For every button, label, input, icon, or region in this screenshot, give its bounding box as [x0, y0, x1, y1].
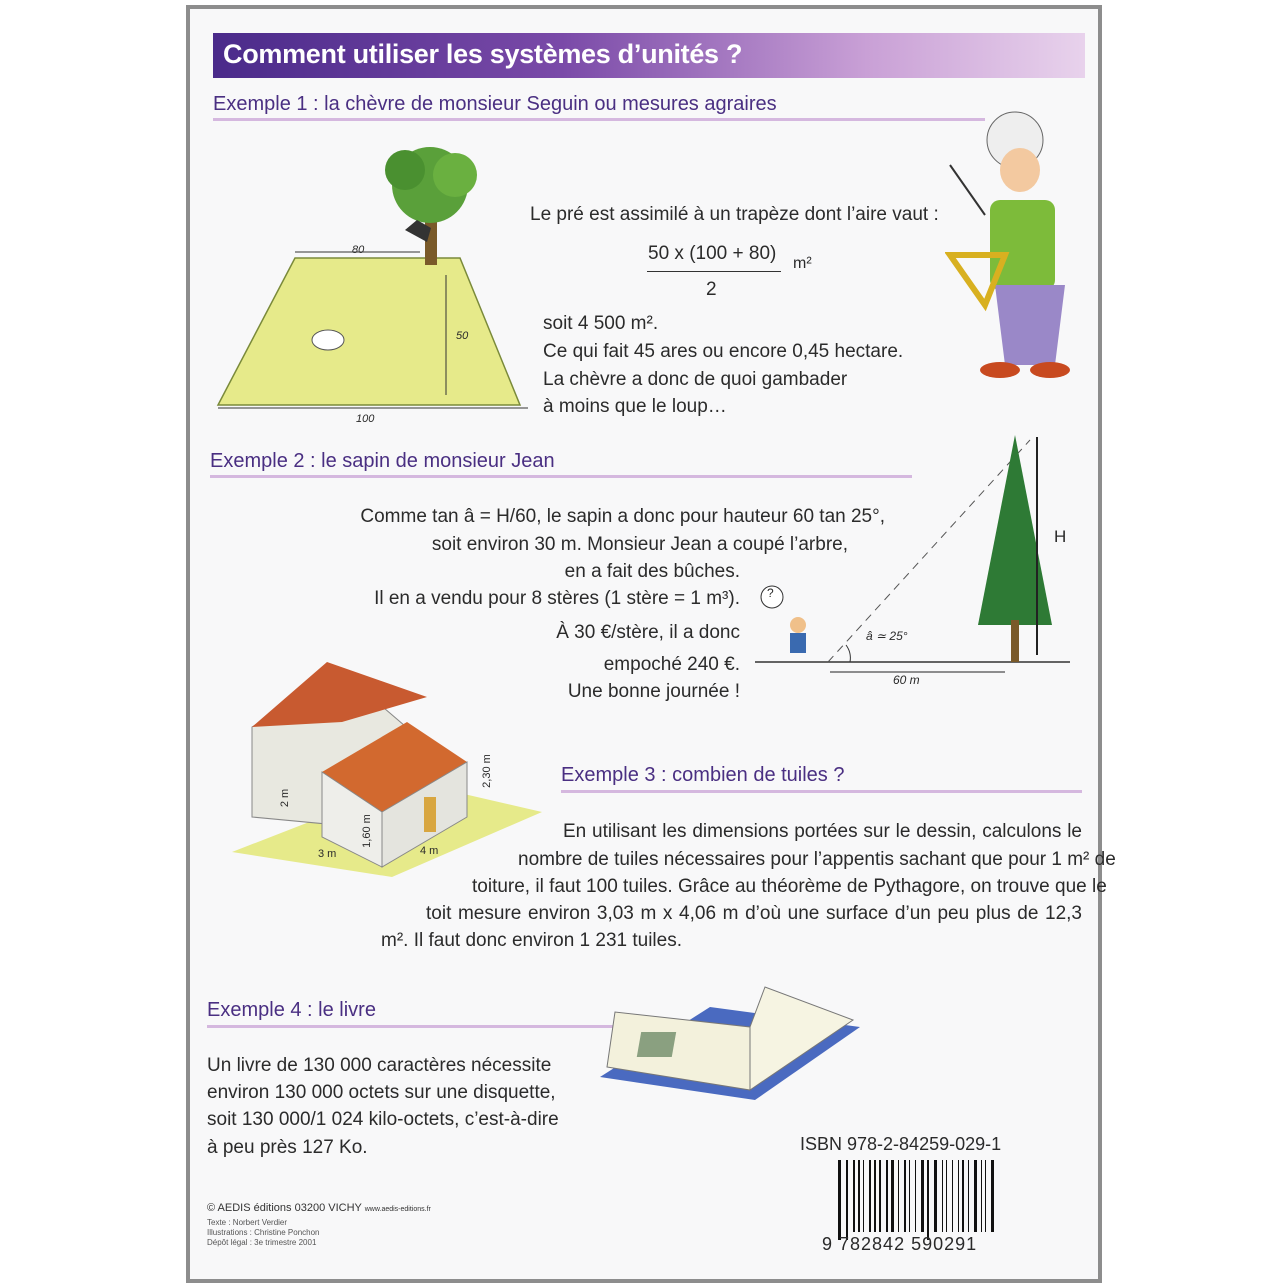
barcode: [836, 1160, 1002, 1240]
divider: [561, 790, 1082, 793]
meadow-goat-illustration: [210, 140, 540, 435]
barcode-bar: [904, 1160, 906, 1232]
barcode-bar: [934, 1160, 937, 1232]
text: soit 130 000/1 024 kilo-octets, c’est-à-dire: [207, 1109, 559, 1130]
barcode-bar: [909, 1160, 910, 1232]
label-depth: 3 m: [318, 848, 337, 860]
barcode-bar: [863, 1160, 864, 1232]
label-bottom: 100: [356, 413, 375, 425]
text: En utilisant les dimensions portées sur le dessin, calculons le: [563, 821, 1082, 842]
example-2-heading: Exemple 2 : le sapin de monsieur Jean: [210, 450, 555, 472]
publisher: [207, 1202, 431, 1214]
fir-tree-diagram: [750, 425, 1080, 695]
text: Le pré est assimilé à un trapèze dont l’aire vaut :: [530, 204, 939, 225]
text: Comme tan â = H/60, le sapin a donc pour hauteur 60 tan 25°,: [360, 506, 885, 527]
text: à peu près 127 Ko.: [207, 1137, 368, 1158]
text: m². Il faut donc environ 1 231 tuiles.: [381, 930, 682, 951]
isbn: ISBN 978-2-84259-029-1: [800, 1134, 1002, 1154]
barcode-bar: [858, 1160, 860, 1232]
barcode-bar: [952, 1160, 953, 1232]
barcode-bar: [962, 1160, 964, 1232]
text: en a fait des bûches.: [564, 561, 740, 582]
text: empoché 240 €.: [603, 654, 740, 675]
barcode-bar: [974, 1160, 977, 1232]
unit: m²: [793, 255, 812, 272]
example-3-heading: Exemple 3 : combien de tuiles ?: [561, 764, 845, 786]
barcode-bar: [853, 1160, 855, 1232]
fraction-denominator: 2: [706, 279, 717, 300]
barcode-bar: [942, 1160, 943, 1232]
barcode-bar: [838, 1160, 841, 1240]
barcode-digits: 9 782842 590291: [822, 1234, 978, 1254]
page-title: Comment utiliser les systèmes d’unités ?: [223, 39, 743, 69]
example-1-heading: Exemple 1 : la chèvre de monsieur Seguin ou mesures agraires: [213, 93, 777, 115]
divider: [213, 118, 985, 121]
divider: [207, 1025, 645, 1028]
text: à moins que le loup…: [543, 396, 727, 417]
barcode-bar: [869, 1160, 871, 1232]
barcode-bar: [921, 1160, 924, 1232]
title-banner: [213, 33, 1085, 78]
label-roof: 2,30 m: [480, 754, 493, 788]
teacher-illustration: [945, 105, 1075, 385]
barcode-bar: [886, 1160, 888, 1232]
text: environ 130 000 octets sur une disquette,: [207, 1082, 556, 1103]
publisher-url: www.aedis-editions.fr: [364, 1206, 431, 1213]
credit-text: Texte : Norbert Verdier: [207, 1218, 288, 1227]
label-width: 4 m: [420, 845, 439, 857]
barcode-bar: [879, 1160, 881, 1232]
text: Il en a vendu pour 8 stères (1 stère = 1 m³).: [374, 588, 740, 609]
publisher-name: © AEDIS éditions 03200 VICHY: [207, 1202, 362, 1214]
fraction-bar: [647, 271, 781, 272]
fraction-numerator: 50 x (100 + 80): [648, 243, 777, 264]
label-height: H: [1054, 527, 1067, 546]
label-top: 80: [352, 244, 365, 256]
text: Une bonne journée !: [567, 681, 740, 702]
barcode-bar: [985, 1160, 986, 1232]
barcode-bar: [927, 1160, 929, 1240]
barcode-bar: [846, 1160, 848, 1240]
barcode-bar: [891, 1160, 894, 1232]
credit-depot: Dépôt légal : 3e trimestre 2001: [207, 1238, 317, 1247]
label-side: 50: [456, 330, 469, 342]
open-book-illustration: [595, 982, 865, 1104]
barcode-bar: [958, 1160, 959, 1232]
bubble-text: ?: [767, 586, 774, 600]
barcode-bar: [898, 1160, 899, 1232]
house-illustration: [212, 652, 552, 882]
credit-illustrations: Illustrations : Christine Ponchon: [207, 1228, 320, 1237]
text: À 30 €/stère, il a donc: [556, 622, 740, 643]
text: Ce qui fait 45 ares ou encore 0,45 hectare.: [543, 341, 904, 362]
text: nombre de tuiles nécessaires pour l’appentis sachant que pour 1 m² de: [518, 849, 1116, 870]
barcode-bar: [946, 1160, 947, 1232]
barcode-bar: [915, 1160, 916, 1232]
text: toit mesure environ 3,03 m x 4,06 m d’où une surface d’un peu plus de 12,3: [426, 903, 1082, 924]
barcode-bar: [991, 1160, 994, 1232]
text: soit environ 30 m. Monsieur Jean a coupé l’arbre,: [431, 534, 848, 555]
text: Un livre de 130 000 caractères nécessite: [207, 1055, 552, 1076]
barcode-bar: [874, 1160, 876, 1232]
barcode-bar: [968, 1160, 969, 1232]
text: soit 4 500 m².: [543, 313, 659, 334]
barcode-bar: [981, 1160, 982, 1232]
example-4-heading: Exemple 4 : le livre: [207, 999, 376, 1021]
label-low: 1,60 m: [360, 814, 373, 848]
label-distance: 60 m: [893, 673, 920, 687]
text: toiture, il faut 100 tuiles. Grâce au théorème de Pythagore, on trouve que le: [472, 876, 1107, 897]
label-angle: â ≃ 25°: [866, 629, 908, 643]
text: La chèvre a donc de quoi gambader: [543, 369, 848, 390]
label-wall: 2 m: [279, 788, 292, 808]
